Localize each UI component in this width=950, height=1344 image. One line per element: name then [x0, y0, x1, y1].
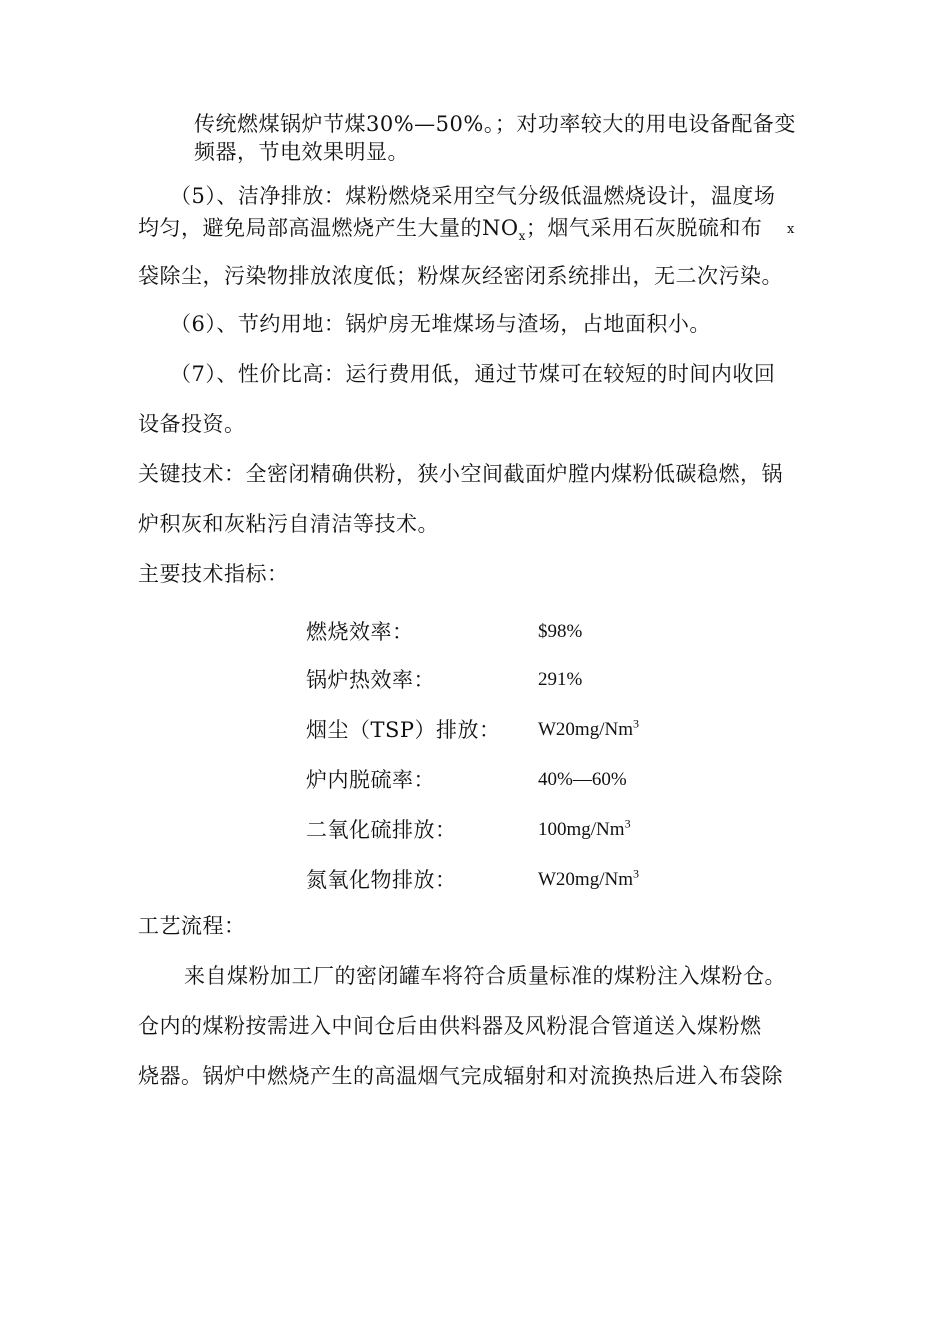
paragraph-line: 炉积灰和灰粘污自清洁等技术。: [138, 512, 439, 536]
section-heading: 工艺流程：: [138, 914, 246, 938]
indicator-value: W20mg/Nm$^3$: [538, 866, 639, 890]
paragraph-line: 烧器。锅炉中燃烧产生的高温烟气完成辐射和对流换热后进入布袋除: [138, 1064, 783, 1088]
paragraph-line: 仓内的煤粉按需进入中间仓后由供料器及风粉混合管道送入煤粉燃: [138, 1014, 762, 1038]
paragraph-line: 频器，节电效果明显。: [194, 140, 409, 164]
indicator-label: 烟尘（TSP）排放：: [306, 718, 501, 742]
indicator-value: 40%—60%: [538, 769, 627, 790]
indicator-value: 291%: [538, 669, 583, 690]
subscript: x: [518, 229, 526, 244]
paragraph-line: 传统燃煤锅炉节煤30%—50%。；对功率较大的用电设备配备变: [194, 112, 796, 136]
indicator-label: 二氧化硫排放：: [306, 818, 457, 842]
indicator-value: 100mg/Nm$^3$: [538, 816, 631, 840]
indicator-label: 燃烧效率：: [306, 620, 414, 644]
indicator-value: W20mg/Nm$^3$: [538, 716, 639, 740]
indicator-value: $98%: [538, 621, 583, 642]
section-heading: 主要技术指标：: [138, 562, 289, 586]
indicator-label: 锅炉热效率：: [306, 668, 435, 692]
paragraph-line: 关键技术：全密闭精确供粉，狭小空间截面炉膛内煤粉低碳稳燃，锅: [138, 462, 783, 486]
text-run: ；烟气采用石灰脱硫和布: [525, 216, 763, 240]
paragraph-line: （7）、性价比高：运行费用低，通过节煤可在较短的时间内收回: [170, 362, 776, 386]
indicator-label: 炉内脱硫率：: [306, 768, 435, 792]
stray-subscript: x: [787, 222, 795, 237]
paragraph-line: 袋除尘，污染物排放浓度低；粉煤灰经密闭系统排出，无二次污染。: [138, 264, 783, 288]
indicator-label: 氮氧化物排放：: [306, 868, 457, 892]
paragraph-line: （5）、洁净排放：煤粉燃烧采用空气分级低温燃烧设计，温度场: [170, 184, 776, 208]
paragraph-line: [138, 214, 762, 242]
text-run: 均匀，避免局部高温燃烧产生大量的NO: [138, 216, 519, 240]
paragraph-line: 来自煤粉加工厂的密闭罐车将符合质量标准的煤粉注入煤粉仓。: [184, 964, 786, 988]
paragraph-line: 设备投资。: [138, 412, 246, 436]
paragraph-line: （6）、节约用地：锅炉房无堆煤场与渣场，占地面积小。: [170, 312, 711, 336]
